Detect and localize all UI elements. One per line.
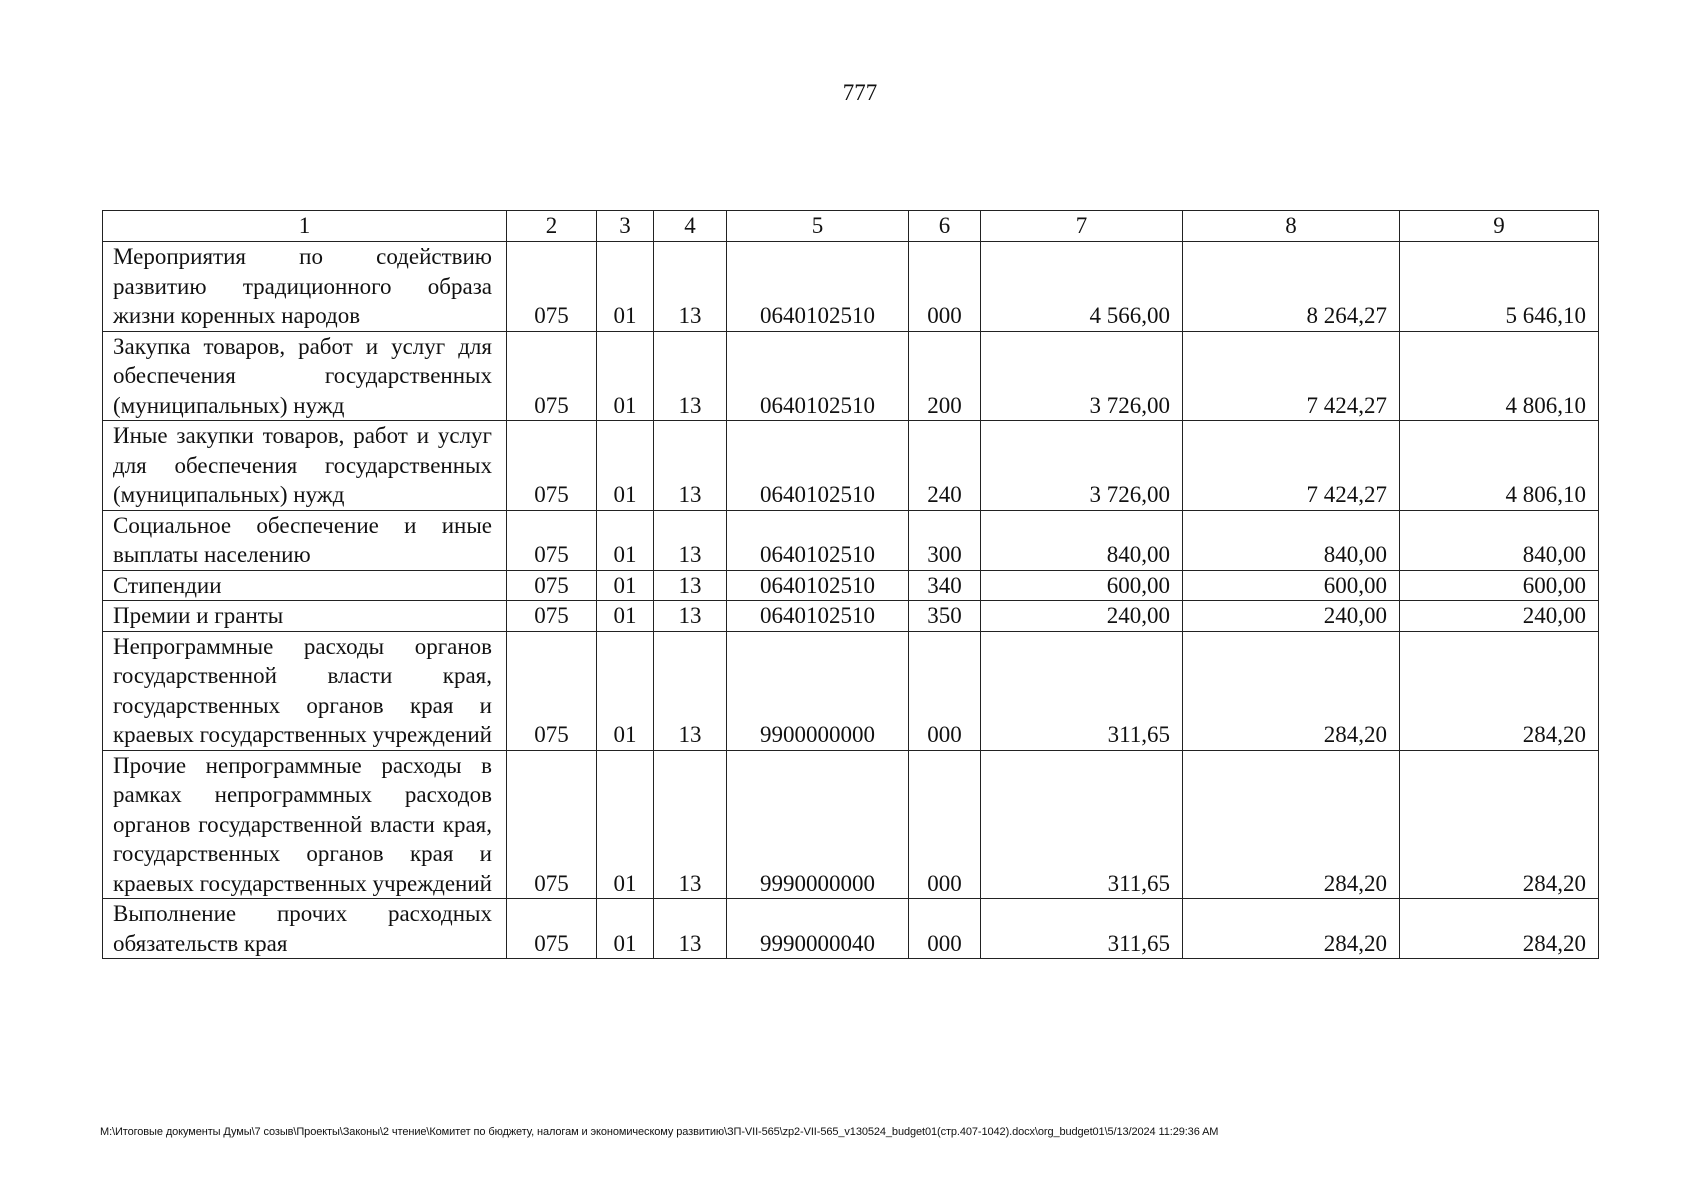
cell-col-6: 000 [909, 899, 981, 959]
cell-col-7: 311,65 [981, 899, 1183, 959]
cell-col-3: 01 [597, 510, 654, 570]
column-header: 8 [1183, 211, 1400, 242]
cell-col-3: 01 [597, 421, 654, 511]
cell-col-6: 340 [909, 570, 981, 601]
cell-col-8: 7 424,27 [1183, 421, 1400, 511]
cell-col-5: 0640102510 [727, 570, 909, 601]
table-header-row [103, 211, 1599, 242]
cell-col-2: 075 [507, 750, 597, 899]
table-row [103, 331, 1599, 421]
cell-col-5: 0640102510 [727, 331, 909, 421]
cell-col-6: 000 [909, 242, 981, 332]
cell-col-3: 01 [597, 631, 654, 750]
cell-col-7: 311,65 [981, 750, 1183, 899]
column-header: 4 [654, 211, 727, 242]
cell-col-2: 075 [507, 510, 597, 570]
row-name: Социальное обеспечение и иные выплаты населению [103, 510, 507, 570]
cell-col-6: 300 [909, 510, 981, 570]
cell-col-5: 0640102510 [727, 242, 909, 332]
cell-col-4: 13 [654, 242, 727, 332]
cell-col-8: 284,20 [1183, 750, 1400, 899]
table-row [103, 631, 1599, 750]
cell-col-2: 075 [507, 331, 597, 421]
cell-col-2: 075 [507, 631, 597, 750]
cell-col-5: 9990000000 [727, 750, 909, 899]
cell-col-4: 13 [654, 510, 727, 570]
cell-col-3: 01 [597, 601, 654, 632]
cell-col-4: 13 [654, 331, 727, 421]
column-header: 9 [1400, 211, 1599, 242]
cell-col-7: 4 566,00 [981, 242, 1183, 332]
cell-col-4: 13 [654, 421, 727, 511]
cell-col-9: 4 806,10 [1400, 421, 1599, 511]
cell-col-5: 9900000000 [727, 631, 909, 750]
cell-col-6: 000 [909, 750, 981, 899]
cell-col-5: 0640102510 [727, 601, 909, 632]
cell-col-4: 13 [654, 631, 727, 750]
cell-col-2: 075 [507, 601, 597, 632]
table-row [103, 601, 1599, 632]
row-name: Непрограммные расходы органов государственной власти края, государственных органов края и краевых государственных учреждений [103, 631, 507, 750]
cell-col-9: 284,20 [1400, 750, 1599, 899]
table-row [103, 421, 1599, 511]
cell-col-6: 000 [909, 631, 981, 750]
table-row [103, 510, 1599, 570]
cell-col-9: 240,00 [1400, 601, 1599, 632]
cell-col-2: 075 [507, 899, 597, 959]
cell-col-8: 7 424,27 [1183, 331, 1400, 421]
cell-col-4: 13 [654, 750, 727, 899]
table-row [103, 899, 1599, 959]
row-name: Прочие непрограммные расходы в рамках непрограммных расходов органов государственной власти края, государственных органов края и краевых государственных учреждений [103, 750, 507, 899]
cell-col-2: 075 [507, 570, 597, 601]
cell-col-9: 5 646,10 [1400, 242, 1599, 332]
file-path-footer: M:\Итоговые документы Думы\7 созыв\Проекты\Законы\2 чтение\Комитет по бюджету, налогам и экономическому развитию\ЗП-VII-565\zp2-VII-565_v130524_budget01(стр.407-1042).docx\org_budget01\5/13/2024 11:29:36 AM [100, 1126, 1219, 1138]
cell-col-3: 01 [597, 242, 654, 332]
table-row [103, 750, 1599, 899]
page-number: 777 [842, 80, 878, 105]
cell-col-9: 600,00 [1400, 570, 1599, 601]
row-name: Иные закупки товаров, работ и услуг для обеспечения государственных (муниципальных) нужд [103, 421, 507, 511]
cell-col-3: 01 [597, 750, 654, 899]
cell-col-8: 240,00 [1183, 601, 1400, 632]
cell-col-6: 350 [909, 601, 981, 632]
cell-col-5: 0640102510 [727, 421, 909, 511]
row-name: Стипендии [103, 570, 507, 601]
column-header: 6 [909, 211, 981, 242]
cell-col-9: 4 806,10 [1400, 331, 1599, 421]
cell-col-9: 284,20 [1400, 631, 1599, 750]
column-header: 5 [727, 211, 909, 242]
column-header: 1 [103, 211, 507, 242]
cell-col-7: 840,00 [981, 510, 1183, 570]
cell-col-4: 13 [654, 601, 727, 632]
cell-col-6: 200 [909, 331, 981, 421]
cell-col-8: 284,20 [1183, 899, 1400, 959]
row-name: Закупка товаров, работ и услуг для обеспечения государственных (муниципальных) нужд [103, 331, 507, 421]
row-name: Выполнение прочих расходных обязательств края [103, 899, 507, 959]
cell-col-7: 600,00 [981, 570, 1183, 601]
budget-table [102, 210, 1599, 959]
cell-col-5: 0640102510 [727, 510, 909, 570]
cell-col-7: 240,00 [981, 601, 1183, 632]
cell-col-7: 311,65 [981, 631, 1183, 750]
cell-col-3: 01 [597, 899, 654, 959]
cell-col-2: 075 [507, 242, 597, 332]
table-row [103, 242, 1599, 332]
cell-col-9: 284,20 [1400, 899, 1599, 959]
row-name: Мероприятия по содействию развитию традиционного образа жизни коренных народов [103, 242, 507, 332]
cell-col-4: 13 [654, 570, 727, 601]
cell-col-8: 840,00 [1183, 510, 1400, 570]
column-header: 3 [597, 211, 654, 242]
column-header: 7 [981, 211, 1183, 242]
cell-col-3: 01 [597, 331, 654, 421]
cell-col-8: 600,00 [1183, 570, 1400, 601]
cell-col-7: 3 726,00 [981, 421, 1183, 511]
column-header: 2 [507, 211, 597, 242]
cell-col-4: 13 [654, 899, 727, 959]
cell-col-8: 284,20 [1183, 631, 1400, 750]
cell-col-2: 075 [507, 421, 597, 511]
cell-col-5: 9990000040 [727, 899, 909, 959]
cell-col-3: 01 [597, 570, 654, 601]
row-name: Премии и гранты [103, 601, 507, 632]
table-row [103, 570, 1599, 601]
cell-col-7: 3 726,00 [981, 331, 1183, 421]
cell-col-9: 840,00 [1400, 510, 1599, 570]
cell-col-8: 8 264,27 [1183, 242, 1400, 332]
cell-col-6: 240 [909, 421, 981, 511]
